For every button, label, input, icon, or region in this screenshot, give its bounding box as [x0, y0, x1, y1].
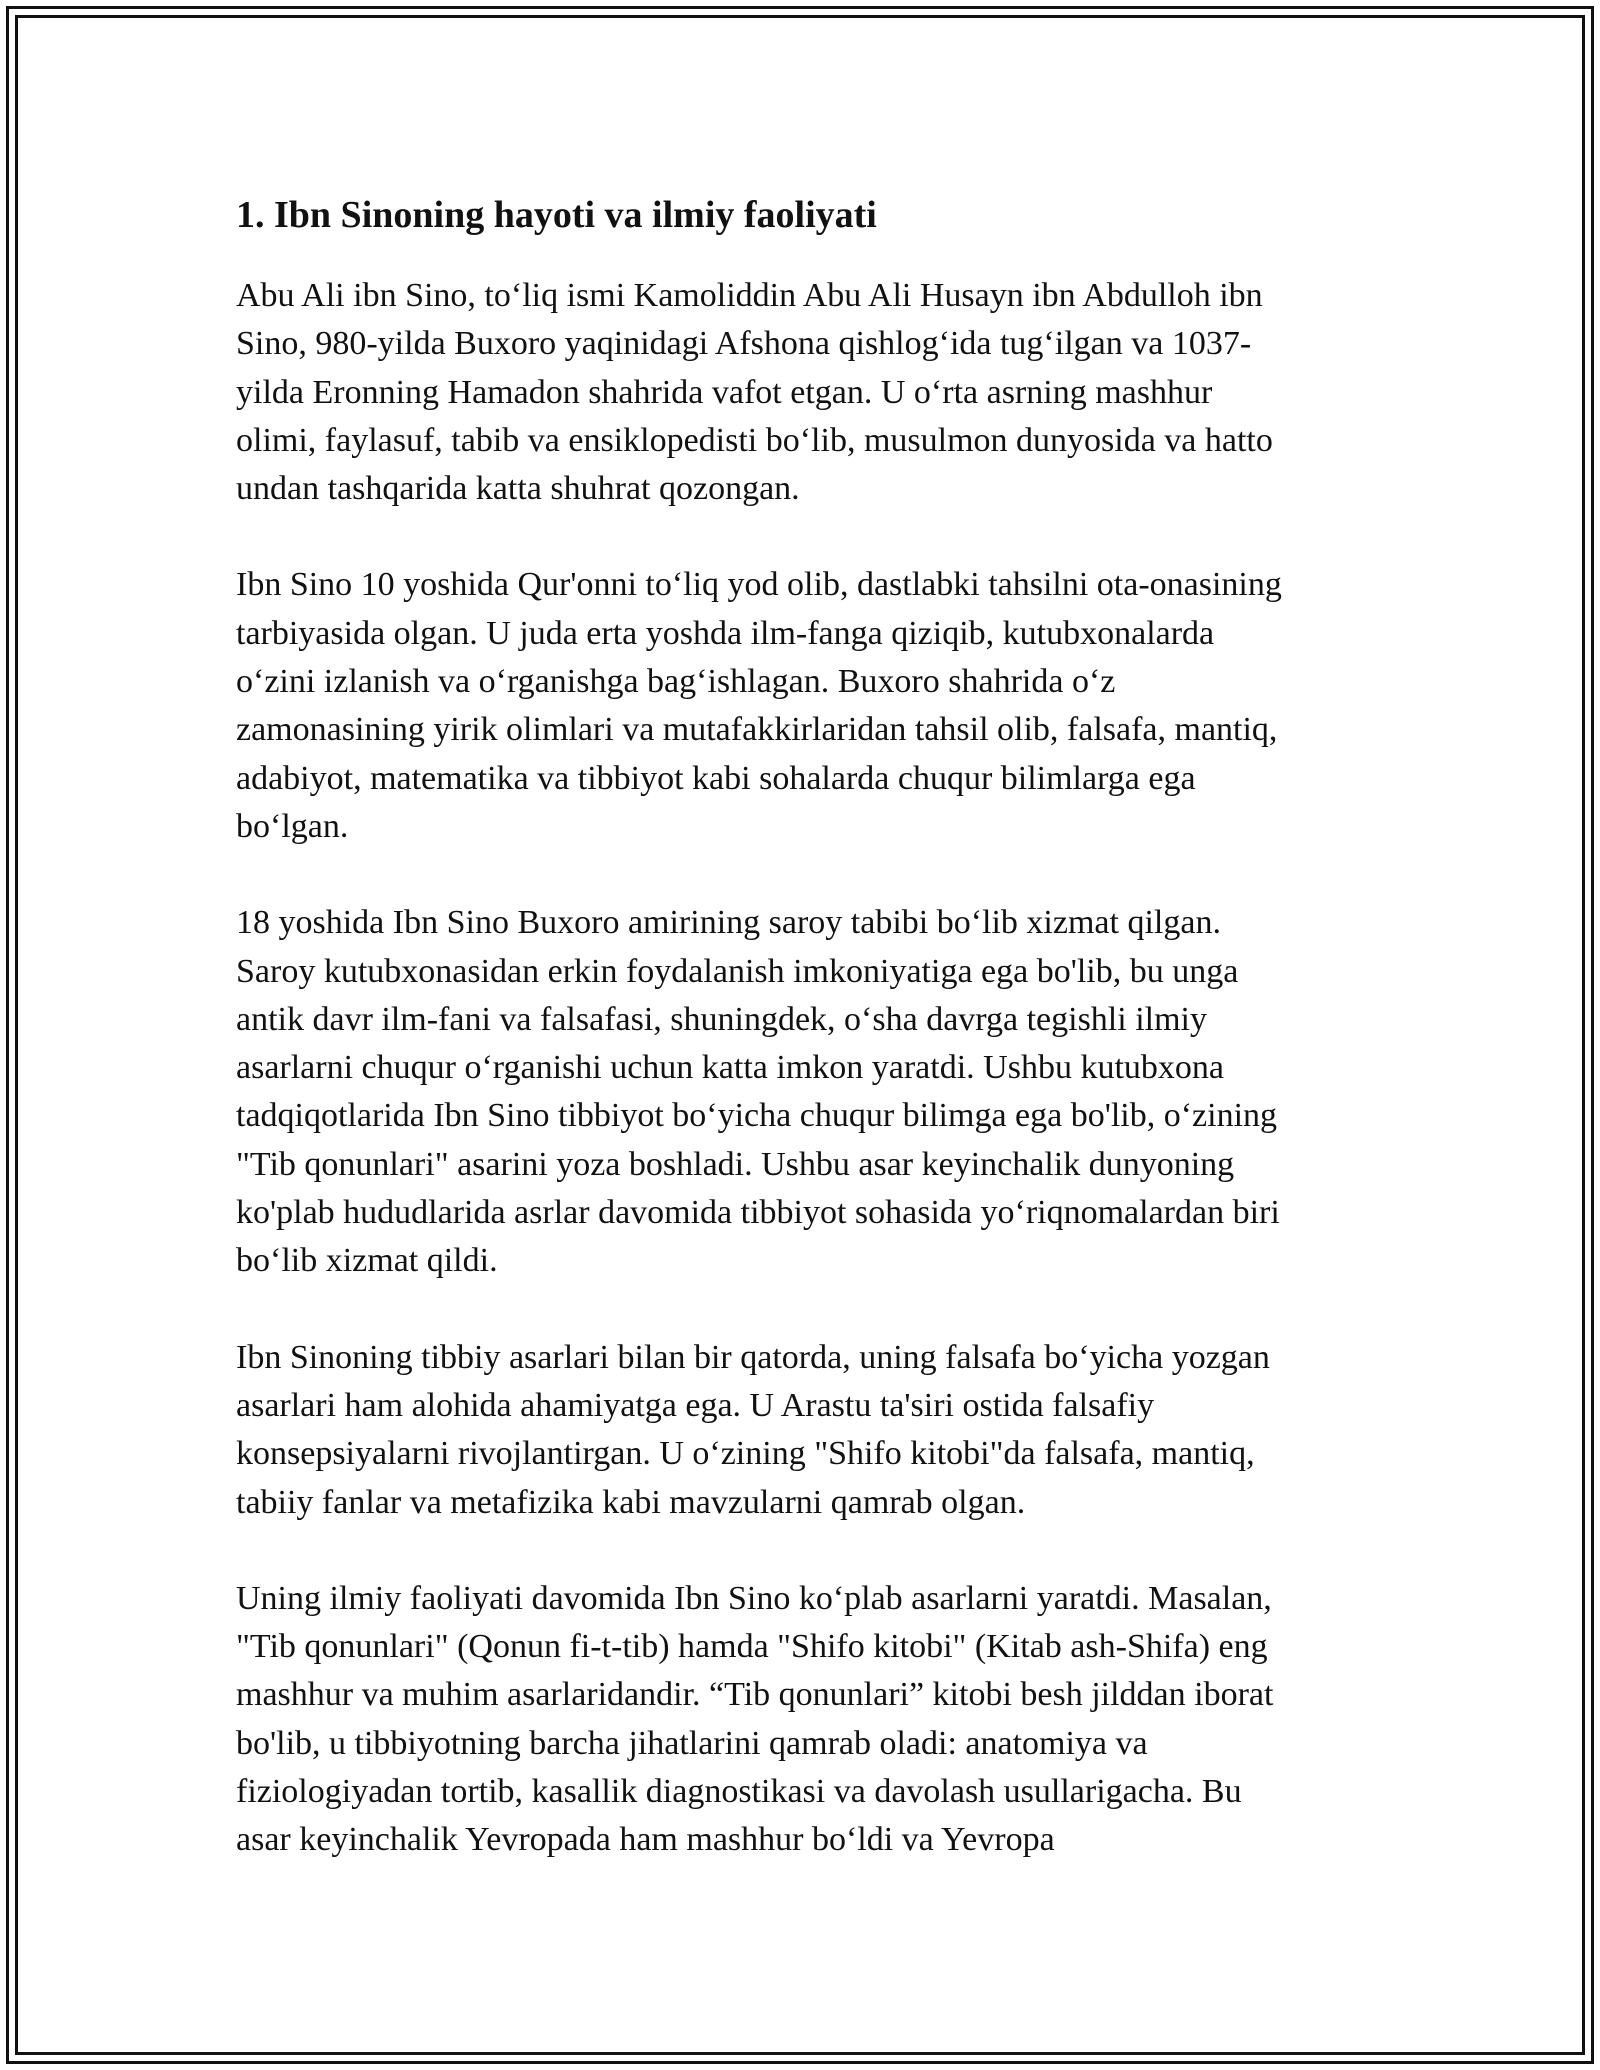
- paragraph-4: Ibn Sinoning tibbiy asarlari bilan bir qatorda, uning falsafa bo‘yicha yozgan asarlari ham alohida ahamiyatga ega. U Arastu ta'siri ostida falsafiy konsepsiyalarni rivojlantirgan. U o‘zining "Shifo kitobi"da falsafa, mantiq, tabiiy fanlar va metafizika kabi mavzularni qamrab olgan.: [236, 1338, 1270, 1521]
- paragraph-5: Uning ilmiy faoliyati davomida Ibn Sino ko‘plab asarlarni yaratdi. Masalan, "Tib qonunlari" (Qonun fi-t-tib) hamda "Shifo kitobi" (Kitab ash-Shifa) eng mashhur va muhim asarlaridandir. “Tib qonunlari” kitobi besh jilddan iborat bo'lib, u tibbiyotning barcha jihatlarini qamrab oladi: anatomiya va fiziologiyadan tortib, kasallik diagnostikasi va davolash usullarigacha. Bu asar keyinchalik Yevropada ham mashhur bo‘ldi va Yevropa: [236, 1579, 1274, 1859]
- paragraph-2: Ibn Sino 10 yoshida Qur'onni to‘liq yod olib, dastlabki tahsilni ota-onasining tarbiyasida olgan. U juda erta yoshda ilm-fanga qiziqib, kutubxonalarda o‘zini izlanish va o‘rganishga bag‘ishlagan. Buxoro shahrida o‘z zamonasining yirik olimlari va mutafakkirlaridan tahsil olib, falsafa, mantiq, adabiyot, matematika va tibbiyot kabi sohalarda chuqur bilimlarga ega bo‘lgan.: [236, 566, 1282, 845]
- paragraph-1: Abu Ali ibn Sino, to‘liq ismi Kamoliddin Abu Ali Husayn ibn Abdulloh ibn Sino, 980-yilda Buxoro yaqinidagi Afshona qishlog‘ida tug‘ilgan va 1037- yilda Eronning Hamadon shahrida vafot etgan. U o‘rta asrning mashhur olimi, faylasuf, tabib va ensiklopedisti bo‘lib, musulmon dunyosida va hatto undan tashqarida katta shuhrat qozongan.: [236, 277, 1273, 508]
- paragraph-3: 18 yoshida Ibn Sino Buxoro amirining saroy tabibi bo‘lib xizmat qilgan. Saroy kutubxonasidan erkin foydalanish imkoniyatiga ega bo'lib, bu unga antik davr ilm-fani va falsafasi, shuningdek, o‘sha davrga tegishli ilmiy asarlarni chuqur o‘rganishi uchun katta imkon yaratdi. Ushbu kutubxona tadqiqotlarida Ibn Sino tibbiyot bo‘yicha chuqur bilimga ega bo'lib, o‘zining "Tib qonunlari" asarini yoza boshladi. Ushbu asar keyinchalik dunyoning ko'plab hududlarida asrlar davomida tibbiyot sohasida yo‘riqnomalardan biri bo‘lib xizmat qildi.: [236, 904, 1280, 1280]
- document-body: [236, 186, 1376, 1913]
- section-heading: 1. Ibn Sinoning hayoti va ilmiy faoliyati: [236, 194, 877, 236]
